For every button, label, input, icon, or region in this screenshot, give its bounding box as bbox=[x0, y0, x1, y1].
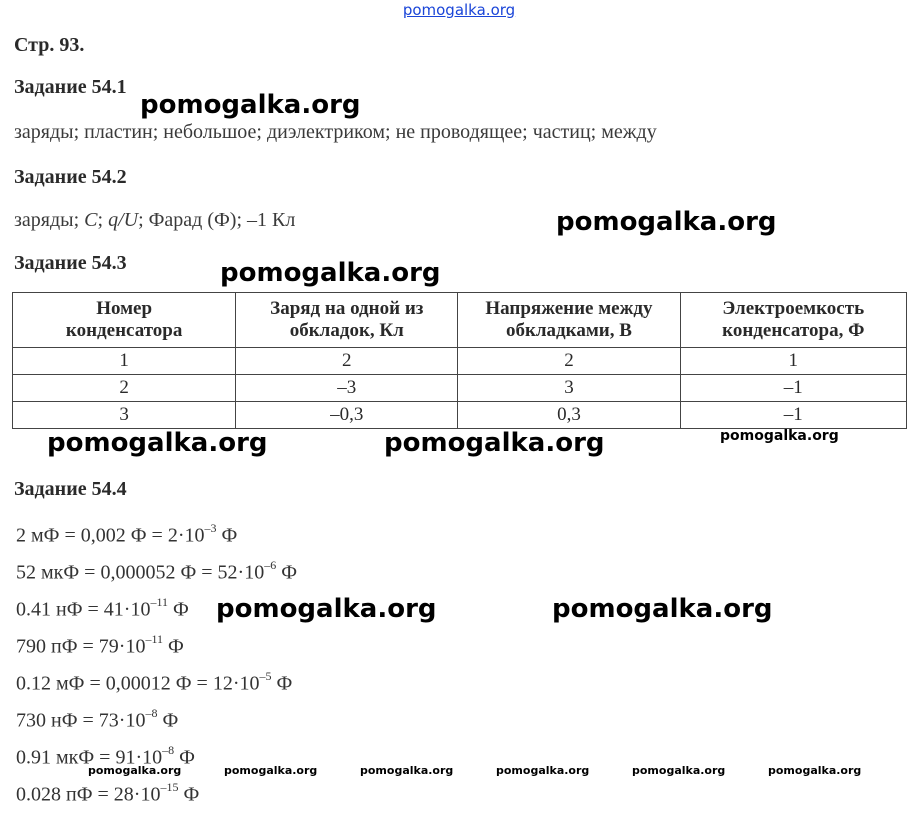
table-cell: 2 bbox=[236, 348, 458, 375]
header-capacitance: Электроемкость конденсатора, Ф bbox=[680, 293, 906, 348]
top-watermark-link[interactable]: pomogalka.org bbox=[402, 1, 516, 19]
table-cell: 3 bbox=[13, 402, 236, 429]
conversion-line: 0.41 нФ = $41\cdot 10^{-11}$ Ф bbox=[16, 595, 189, 621]
task-54-2-answer: заряды; C; q/U; Фарад (Ф); –1 Кл bbox=[14, 209, 296, 231]
conversion-line: 790 пФ = $79\cdot 10^{-11}$ Ф bbox=[16, 632, 184, 658]
page-number: Стр. 93. bbox=[14, 34, 85, 56]
conversion-line: 0.91 мкФ = $91\cdot 10^{-8}$ Ф bbox=[16, 743, 195, 769]
conversion-line: 730 нФ = $73\cdot 10^{-8}$ Ф bbox=[16, 706, 179, 732]
watermark: pomogalka.org bbox=[360, 764, 454, 777]
watermark: pomogalka.org bbox=[88, 764, 182, 777]
conversion-line: 52 мкФ = 0,000052 $Ф = 52\cdot 10^{-6}$ Ф bbox=[16, 558, 298, 584]
table-cell: –1 bbox=[680, 375, 906, 402]
header-charge: Заряд на одной из обкладок, Кл bbox=[236, 293, 458, 348]
task-54-4-title: Задание 54.4 bbox=[14, 478, 127, 500]
task-54-3-title: Задание 54.3 bbox=[14, 252, 127, 274]
table-cell: –0,3 bbox=[236, 402, 458, 429]
watermark: pomogalka.org bbox=[556, 207, 777, 237]
watermark: pomogalka.org bbox=[140, 90, 361, 120]
table-cell: –3 bbox=[236, 375, 458, 402]
conversion-line: 0.12 мФ = 0,00012 $Ф = 12\cdot 10^{-5}$ Ф bbox=[16, 669, 293, 695]
task-54-1-answer: заряды; пластин; небольшое; диэлектриком; не проводящее; частиц; между bbox=[14, 121, 657, 143]
task-54-1-title: Задание 54.1 bbox=[14, 76, 127, 98]
table-cell: 1 bbox=[13, 348, 236, 375]
table-row bbox=[13, 402, 907, 429]
watermark: pomogalka.org bbox=[216, 594, 437, 624]
task-54-2-title: Задание 54.2 bbox=[14, 166, 127, 188]
watermark: pomogalka.org bbox=[384, 428, 605, 458]
table-header-row bbox=[13, 293, 907, 348]
watermark: pomogalka.org bbox=[220, 258, 441, 288]
watermark: pomogalka.org bbox=[47, 428, 268, 458]
table-row bbox=[13, 375, 907, 402]
conversion-line: 0.028 пФ = $28\cdot 10^{-15}$ Ф bbox=[16, 780, 200, 806]
header-voltage: Напряжение между обкладками, В bbox=[458, 293, 680, 348]
capacitor-table bbox=[12, 292, 907, 429]
watermark: pomogalka.org bbox=[552, 594, 773, 624]
watermark: pomogalka.org bbox=[224, 764, 318, 777]
table-cell: –1 bbox=[680, 402, 906, 429]
header-capacitor-number: Номер конденсатора bbox=[13, 293, 236, 348]
conversion-line: 2 мФ = 0,002 $Ф = 2\cdot 10^{-3}$ Ф bbox=[16, 521, 238, 547]
table-cell: 2 bbox=[458, 348, 680, 375]
watermark: pomogalka.org bbox=[632, 764, 726, 777]
watermark: pomogalka.org bbox=[720, 428, 839, 444]
table-cell: 2 bbox=[13, 375, 236, 402]
watermark: pomogalka.org bbox=[768, 764, 862, 777]
table-cell: 3 bbox=[458, 375, 680, 402]
table-cell: 0,3 bbox=[458, 402, 680, 429]
table-cell: 1 bbox=[680, 348, 906, 375]
watermark: pomogalka.org bbox=[496, 764, 590, 777]
table-row bbox=[13, 348, 907, 375]
